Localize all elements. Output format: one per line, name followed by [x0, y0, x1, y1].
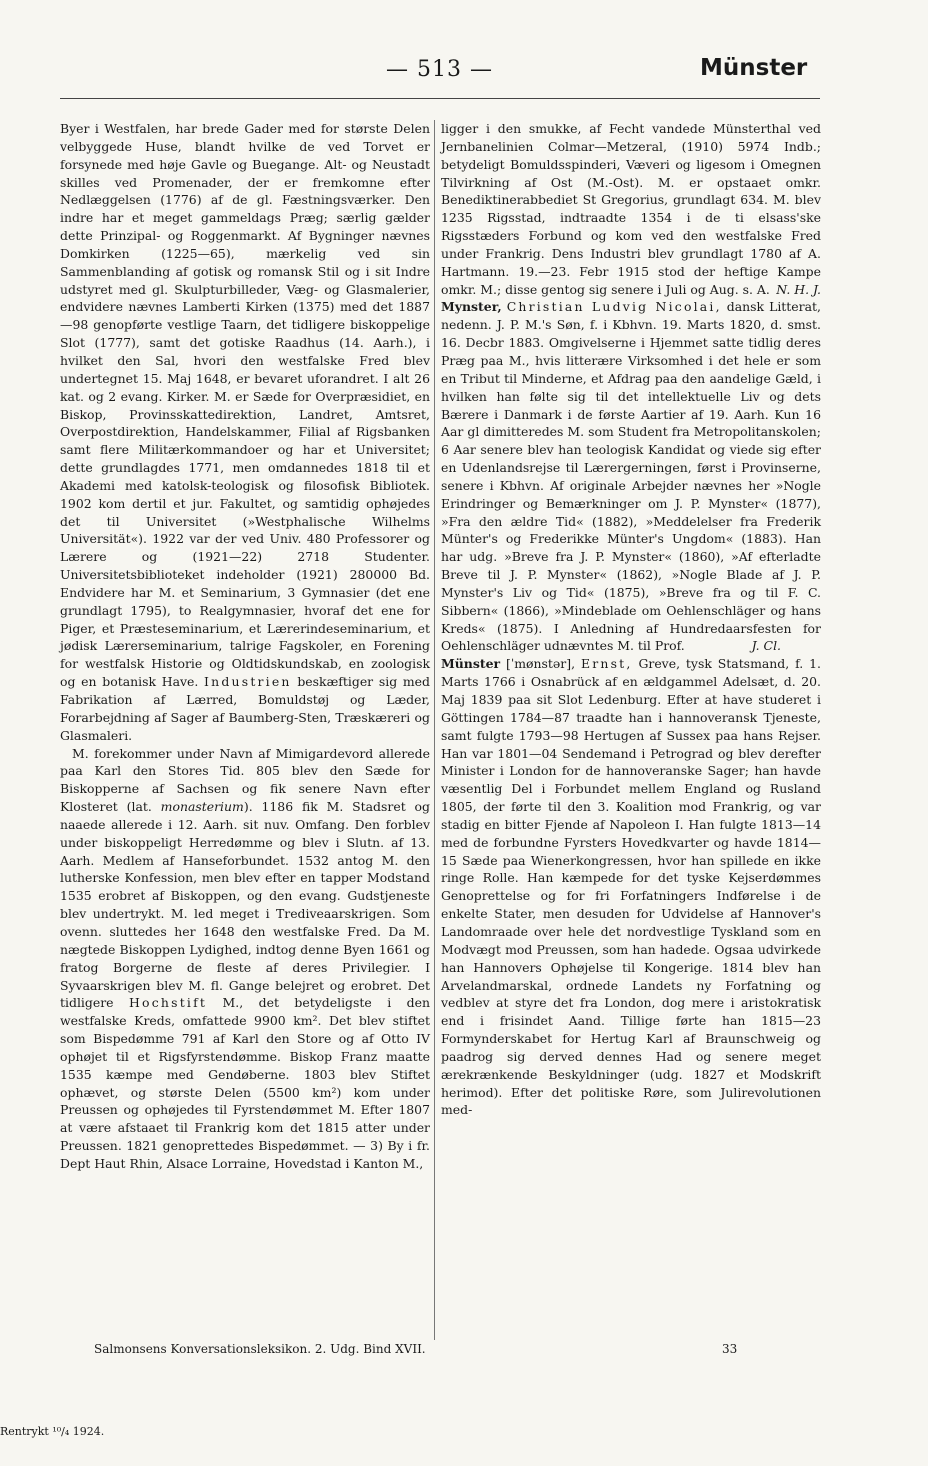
paragraph-text: M. forekommer under Navn af Mimigardevord allerede paa Karl den Stores Tid. 805 blev den Sæde for Biskopperne af Sachsen og fik senere Navn efter Klosteret (lat. — [60, 745, 430, 815]
pronunciation: [ˈmønstər], — [505, 656, 576, 672]
author-initials: N. H. J. — [776, 281, 821, 297]
paragraph-text: beskæftiger sig med Fabrikation af Lærred, Bomuldstøj og Læder, Forarbejdning af Sager af Baumberg-Sten, Træskæreri og Glasmaleri. — [60, 674, 430, 743]
headword: Mynster, — [441, 299, 502, 315]
paragraph-text: M., det betydeligste i den westfalske Kreds, omfattede 9900 km². Det blev stiftet som Bispedømme 791 af Karl den Store og af Otto IV ophøjet til et Rigsfyrstendømme. Biskop Franz maatte 1535 kæmpe med Gendøberne. 1803 blev Stiftet ophævet, og største Delen (5500 km²) kom under Preussen og ophøjedes til Fyrstendømmet M. Efter 1807 at være afstaaet til Frankrig kom det 1815 atter under Preussen. 1821 genoprettedes Bispedømmet. — 3) By i fr. Dept Haut Rhin, Alsace Lorraine, Hovedstad i Kanton M., — [60, 995, 430, 1171]
footer-signature: 33 — [722, 1342, 738, 1356]
italic-term: monasterium — [160, 799, 244, 815]
entry-text: Greve, tysk Statsmand, f. 1. Marts 1766 i Osnabrück af en ældgammel Adelsæt, d. 20. Maj 1839 paa sit Slot Ledenburg. Efter at have studeret i Göttingen 1784—87 traadte han i hannoveransk Tjeneste, samt fulgte 1793—98 Hertugen af Sussex paa hans Rejser. Han var 1801—04 Sendemand i Petrograd og blev derefter Minister i London for de hannoveranske Sager; han havde væsentlig Del i Forbundet mellem England og Rusland 1805, der førte til den 3. Koalition mod Frankrig, og var stadig en bitter Fjende af Napoleon I. Han fulgte 1813—14 med de forbundne Fyrsters Hovedkvarter og havde 1814—15 Sæde paa Wienerkongressen, hvor han spillede en ikke ringe Rolle. Han kæmpede for det tyske Kejserdømmes Genoprettelse og for fri Forfatningers Indførelse i de enkelte Stater, men desuden for Udvidelse af Hannover's Landomraade over hele det nordvestlige Tyskland som en Modvægt mod Preussen, som han hadede. Ogsaa udvirkede han Hannovers Ophøjelse til Kongerige. 1814 blev han Arvelandmarskal, ordnede Landets ny Forfatning og vedblev at styre det fra London, dog mere i aristokratisk end i frisindet Aand. Tillige førte han 1815—23 Formynderskabet for Hertug Karl af Braunschweig og paadrog sig derved dennes Had og senere meget ærekrænkende Beskyldninger (udg. 1827 et Modskrift herimod). Efter det politiske Røre, som Julirevolutionen med- — [441, 656, 821, 1118]
right-paragraph-1 — [441, 120, 821, 298]
spaced-term: Industrien — [204, 674, 292, 690]
right-column — [441, 120, 821, 1119]
paragraph-text: ). 1186 fik M. Stadsret og naaede allerede i 12. Aarh. sit nuv. Omfang. Den forblev under biskoppeligt Herredømme og blev i Slutn. af 13. Aarh. Medlem af Hanseforbundet. 1532 antog M. den lutherske Konfession, men blev efter en tapper Modstand 1535 erobret af Biskoppen, og den evang. Gudstjeneste blev undertrykt. M. led meget i Trediveaarskrigen. Som ovenn. sluttedes her 1648 den westfalske Fred. Da M. nægtede Biskoppen Lydighed, indtog denne Byen 1661 og fratog Borgerne de fleste af deres Privilegier. I Syvaarskrigen blev M. fl. Gange belejret og erobret. Det tidligere — [60, 799, 430, 1011]
column-divider — [434, 120, 435, 1340]
entry-text: dansk Litterat, nedenn. J. P. M.'s Søn, f. i Kbhvn. 19. Marts 1820, d. smst. 16. Decbr 1883. Omgivelserne i Hjemmet satte tidlig deres Præg paa M., hvis litterære Virksomhed i det hele er som en Tribut til Minderne, et Afdrag paa den aandelige Gæld, i hvilken han følte sig til det intellektuelle Liv og dets Bærere i Danmark i de første Aartier af 19. Aarh. Kun 16 Aar gl dimitteredes M. som Student fra Metropolitanskolen; 6 Aar senere blev han teologisk Kandidat og viede sig efter en Udenlandsrejse til Lærergerningen, først i Provinserne, senere i Kbhvn. Af originale Arbejder nævnes her »Nogle Erindringer og Bemærkninger om J. P. Mynster« (1877), »Fra den ældre Tid« (1882), »Meddelelser fra Frederik Münter's og Frederikke Münter's Ungdom« (1883). Han har udg. »Breve fra J. P. Mynster« (1860), »Af efterladte Breve til J. P. Mynster« (1862), »Nogle Blade af J. P. Mynster's Liv og Tid« (1875), »Breve fra og til F. C. Sibbern« (1866), »Mindeblade om Oehlenschläger og hans Kreds« (1875). I Anledning af Hundredaarsfesten for Oehlenschläger udnævntes M. til Prof. — [441, 299, 821, 654]
paragraph-text: Byer i Westfalen, har brede Gader med for største Delen velbyggede Huse, blandt hvilke de ved Torvet er forsynede med høje Gavle og Buegange. Alt- og Neustadt skilles ved Promenader, der er fremkomne efter Nedlæggelsen (1776) af de gl. Fæstningsværker. Den indre har et meget gammeldags Præg; særlig gælder dette Prinzipal- og Roggenmarkt. Af Bygninger nævnes Domkirken (1225—65), mærkelig ved sin Sammenblanding af gotisk og romansk Stil og i sit Indre udstyret med gl. Skulpturbilleder, Væg- og Glasmalerier, endvidere nævnes Lamberti Kirken (1375) med det 1887—98 genopførte vestlige Taarn, det tidligere biskoppelige Slot (1777), samt det gotiske Raadhus (14. Aarh.), i hvilket den Sal, hvori den westfalske Fred blev undertegnet 15. Maj 1648, er bevaret uforandret. I alt 26 kat. og 2 evang. Kirker. M. er Sæde for Overpræsidiet, en Biskop, Provinsskattedirektion, Landret, Amtsret, Overpostdirektion, Handelskammer, Filial af Rigsbanken samt flere Militærkommandoer og har et Universitet; dette grundlagdes 1771, men omdannedes 1818 til et Akademi med katolsk-teologisk og filosofisk Bibliotek. 1902 kom dertil et jur. Fakultet, og samtidig ophøjedes det til Universitet (»Westphalische Wilhelms Universität«). 1922 var der ved Univ. 480 Professorer og Lærere og (1921—22) 2718 Studenter. Universitetsbiblioteket indeholder (1921) 280000 Bd. Endvidere har M. et Seminarium, 3 Gymnasier (det ene grundlagt 1795), to Realgymnasier, hvoraf det ene for Piger, et Præsteseminarium, et Lærerindeseminarium, et jødisk Lærerseminarium, talrige Fagskoler, en Forening for westfalsk Historie og Oldtidskundskab, en zoologisk og en botanisk Have. — [60, 121, 430, 690]
headword: Münster — [441, 656, 501, 672]
left-column — [60, 120, 430, 1173]
spaced-name: Christian Ludvig Nicolai, — [506, 299, 722, 315]
page-number: — 513 — — [386, 57, 493, 82]
running-head: Münster — [700, 55, 808, 81]
footer-source: Salmonsens Konversationsleksikon. 2. Udg. Bind XVII. — [94, 1342, 426, 1356]
left-paragraph-2 — [60, 745, 430, 1173]
paragraph-text: ligger i den smukke, af Fecht vandede Münsterthal ved Jernbanelinien Colmar—Metzeral, (1910) 5974 Indb.; betydeligt Bomuldsspinderi, Væveri og ligesom i Omegnen Tilvirkning af Ost (M.-Ost). M. er opstaaet omkr. Benediktinerabbediet St Gregorius, grundlagt 634. M. blev 1235 Rigsstad, indtraadte 1354 i de ti elsass'ske Rigsstæders Forbund og kom ved den westfalske Fred under Frankrig. Dens Industri blev grundlagt 1780 af A. Hartmann. 19.—23. Febr 1915 stod der heftige Kampe omkr. M.; disse gentog sig senere i Juli og Aug. s. A. — [441, 121, 821, 297]
entry-munster — [441, 655, 821, 1119]
spaced-name: Ernst, — [580, 656, 633, 672]
header-rule — [60, 98, 820, 99]
spaced-term: Hochstift — [129, 995, 208, 1011]
author-initials: J. Cl. — [751, 638, 781, 654]
reprint-note: Rentrykt ¹⁰/₄ 1924. — [0, 1425, 105, 1438]
entry-mynster — [441, 298, 821, 655]
left-paragraph-1 — [60, 120, 430, 745]
